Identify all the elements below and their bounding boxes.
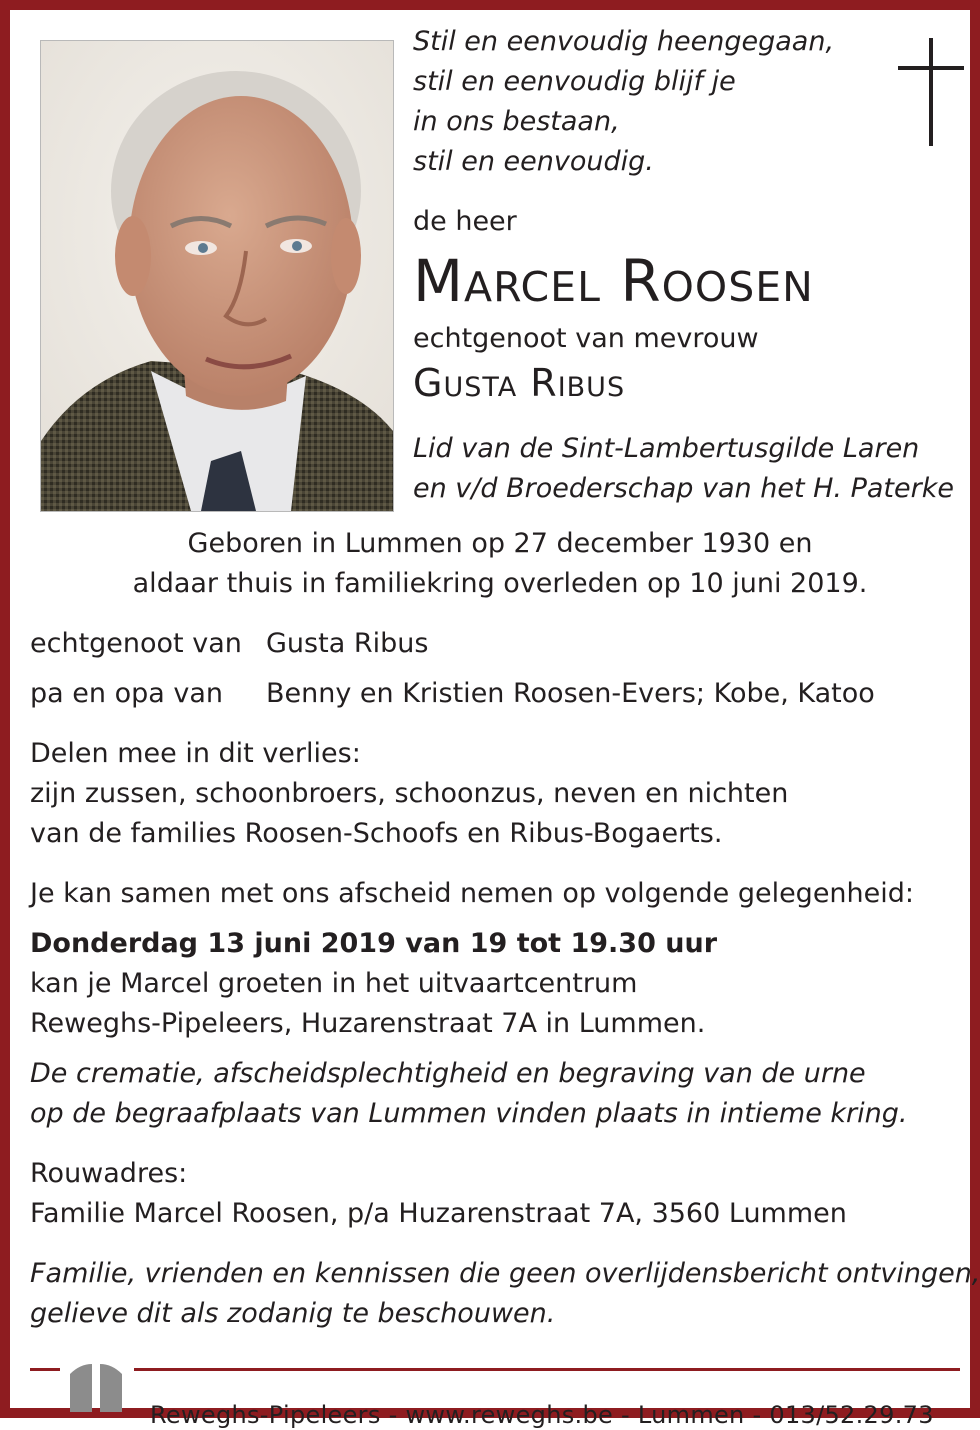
closing-line: gelieve dit als zodanig te beschouwen. (30, 1298, 556, 1329)
cremation-line: op de begraafplaats van Lummen vinden plaats in intieme kring. (30, 1098, 908, 1129)
address-label: Rouwadres: (30, 1158, 188, 1189)
poem-line: Stil en eenvoudig heengegaan, (413, 26, 835, 57)
footer-rule-left (30, 1368, 60, 1371)
farewell-where: kan je Marcel groeten in het uitvaartcentrum (30, 968, 638, 999)
portrait-photo (40, 40, 394, 512)
cremation-line: De crematie, afscheidsplechtigheid en begraving van de urne (30, 1058, 866, 1089)
latin-cross-icon (898, 38, 964, 148)
title-prefix: de heer (413, 206, 517, 237)
farewell-intro: Je kan samen met ons afscheid nemen op volgende gelegenheid: (30, 878, 914, 909)
funeral-home-logo (68, 1360, 124, 1412)
closing-line: Familie, vrienden en kennissen die geen overlijdensbericht ontvingen, (30, 1258, 980, 1289)
deceased-name: Marcel Roosen (413, 247, 814, 315)
mourners-line: Delen mee in dit verlies: (30, 738, 361, 769)
poem-line: in ons bestaan, (413, 106, 620, 137)
spouse-name: Gusta Ribus (413, 361, 626, 405)
birth-death-line: Geboren in Lummen op 27 december 1930 en (187, 528, 813, 559)
spouse-prefix: echtgenoot van mevrouw (413, 323, 759, 354)
relation-label: echtgenoot van (30, 628, 242, 659)
poem-line: stil en eenvoudig. (413, 146, 654, 177)
farewell-where: Reweghs-Pipeleers, Huzarenstraat 7A in Lummen. (30, 1008, 706, 1039)
footer-rule-right (134, 1368, 960, 1371)
mourners-line: zijn zussen, schoonbroers, schoonzus, neven en nichten (30, 778, 789, 809)
poem-line: stil en eenvoudig blijf je (413, 66, 736, 97)
farewell-when: Donderdag 13 juni 2019 van 19 tot 19.30 uur (30, 928, 718, 959)
relation-value: Gusta Ribus (266, 628, 429, 659)
mourners-line: van de families Roosen-Schoofs en Ribus-Bogaerts. (30, 818, 723, 849)
footer-contact: Reweghs-Pipeleers - www.reweghs.be - Lummen - 013/52.29.73 (150, 1401, 934, 1429)
birth-death-line: aldaar thuis in familiekring overleden op 10 juni 2019. (132, 568, 868, 599)
address: Familie Marcel Roosen, p/a Huzarenstraat 7A, 3560 Lummen (30, 1198, 847, 1229)
relation-value: Benny en Kristien Roosen-Evers; Kobe, Katoo (266, 678, 875, 709)
relation-label: pa en opa van (30, 678, 223, 709)
membership-line: Lid van de Sint-Lambertusgilde Laren (413, 433, 920, 464)
membership-line: en v/d Broederschap van het H. Paterke (413, 473, 954, 504)
